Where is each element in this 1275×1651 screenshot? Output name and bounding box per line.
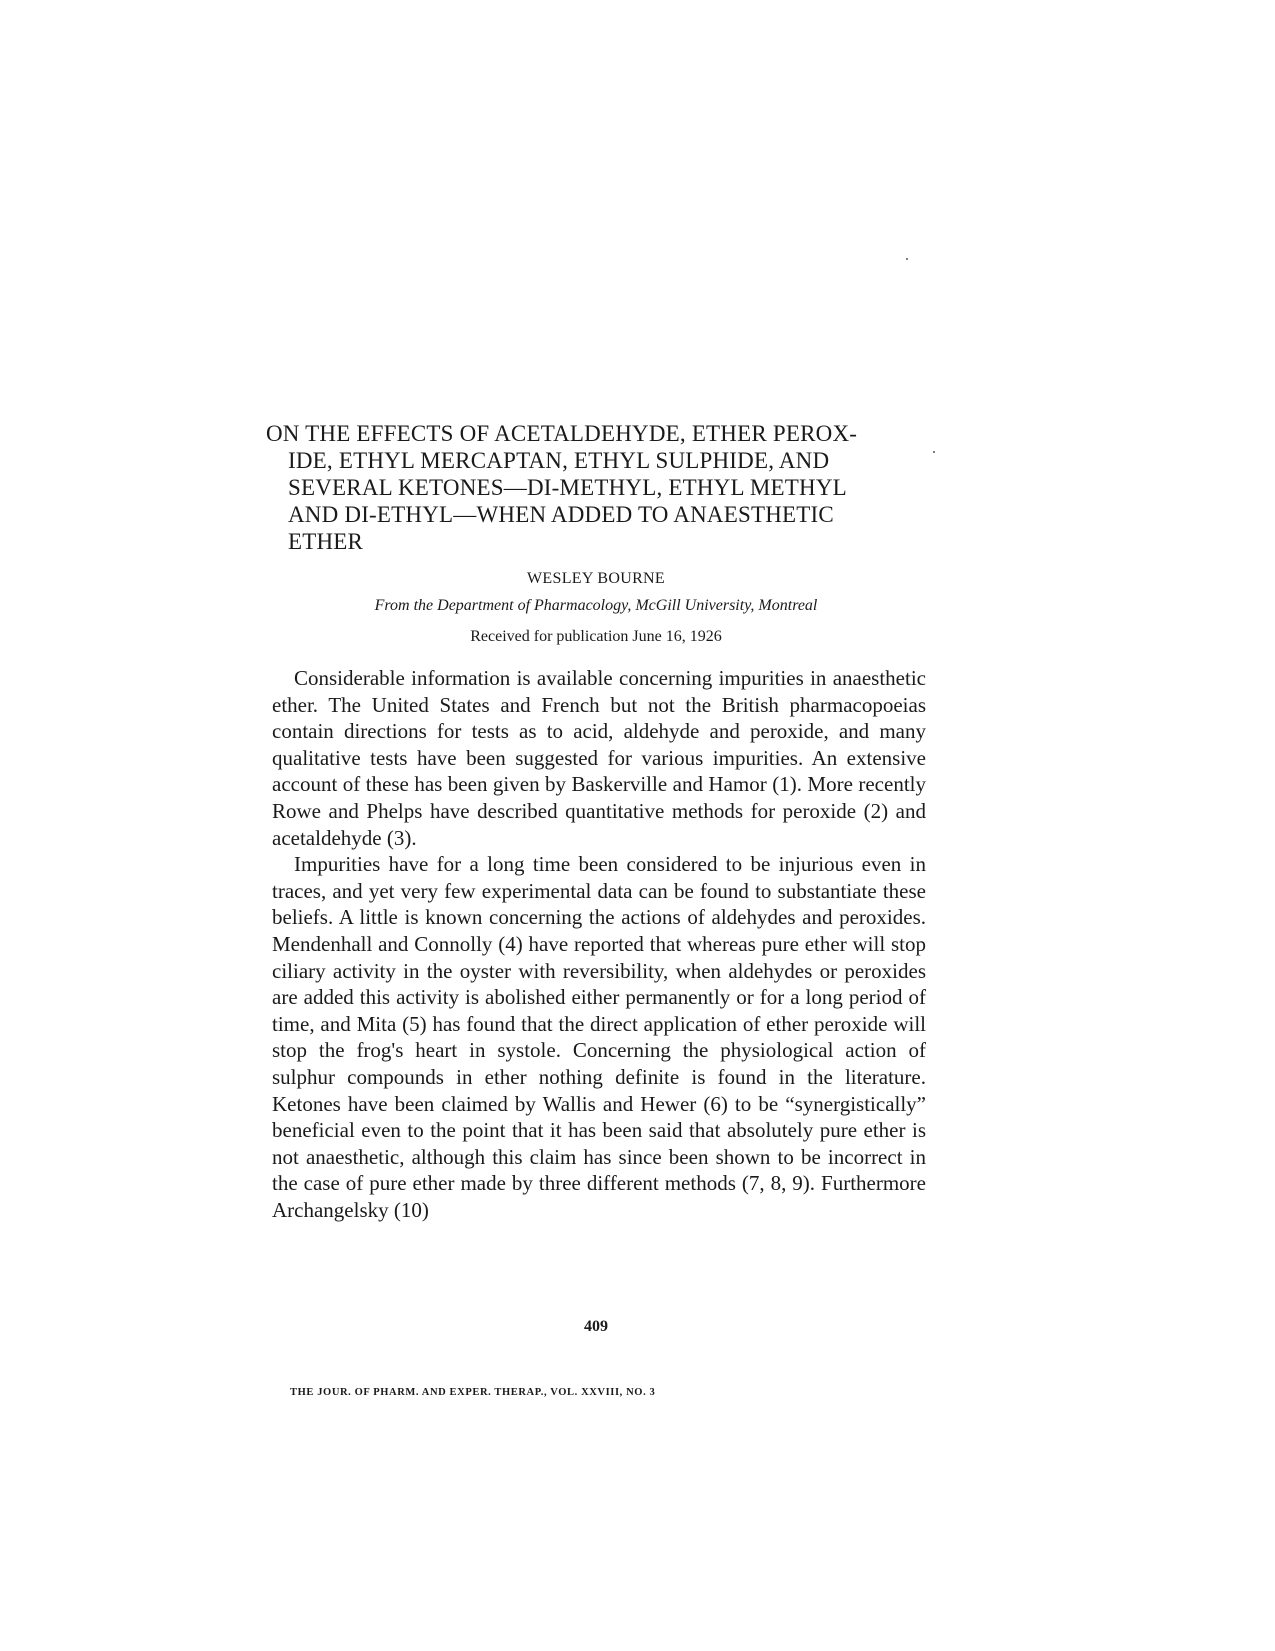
scan-speck <box>933 451 935 453</box>
title-line: IDE, ETHYL MERCAPTAN, ETHYL SULPHIDE, AND <box>288 448 830 473</box>
title-line: ON THE EFFECTS OF ACETALDEHYDE, ETHER PEROX- <box>266 421 858 446</box>
received-date: Received for publication June 16, 1926 <box>470 628 722 645</box>
journal-footer: THE JOUR. OF PHARM. AND EXPER. THERAP., VOL. XXVIII, NO. 3 <box>290 1387 656 1398</box>
title-line: SEVERAL KETONES—DI-METHYL, ETHYL METHYL <box>288 475 847 500</box>
author-affiliation: From the Department of Pharmacology, McGill University, Montreal <box>374 597 818 614</box>
page-number: 409 <box>584 1318 608 1335</box>
scan-speck <box>906 258 908 260</box>
author-name: WESLEY BOURNE <box>527 570 665 587</box>
body-paragraph: Impurities have for a long time been considered to be injurious even in traces, and yet very few experimental data can be found to substantiate these beliefs. A little is known concerning the actions of aldehydes and peroxides. Mendenhall and Connolly (4) have reported that whereas pure ether will stop ciliary activity in the oyster with reversibility, when aldehydes or peroxides are added this activity is abolished either permanently or for a long period of time, and Mita (5) has found that the direct application of ether peroxide will stop the frog's heart in systole. Concerning the physiological action of sulphur compounds in ether nothing definite is found in the literature. Ketones have been claimed by Wallis and Hewer (6) to be “synergistically” beneficial even to the point that it has been said that absolutely pure ether is not anaesthetic, although this claim has since been shown to be incorrect in the case of pure ether made by three different methods (7, 8, 9). Furthermore Archangelsky (10) <box>272 852 926 1222</box>
title-line: ETHER <box>288 529 364 554</box>
article-body <box>272 665 926 1223</box>
body-paragraph: Considerable information is available concerning impurities in anaesthetic ether. The United States and French but not the British pharmacopoeias contain directions for tests as to acid, aldehyde and peroxide, and many qualitative tests have been suggested for various impurities. An extensive account of these has been given by Baskerville and Hamor (1). More recently Rowe and Phelps have described quantitative methods for peroxide (2) and acetaldehyde (3). <box>272 666 926 850</box>
title-line: AND DI-ETHYL—WHEN ADDED TO ANAESTHETIC <box>288 502 834 527</box>
article-title <box>266 420 926 555</box>
